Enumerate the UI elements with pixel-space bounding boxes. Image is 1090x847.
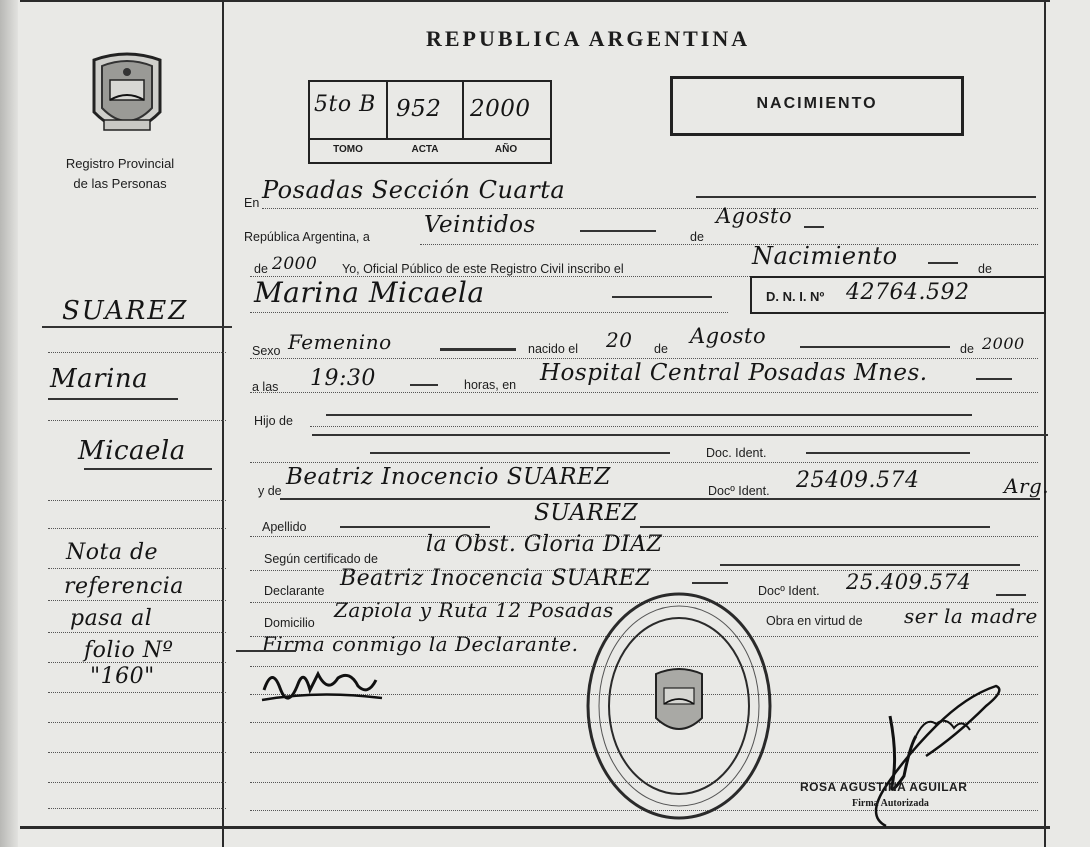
paper-edge [0, 0, 18, 847]
nacido-label: nacido el [528, 342, 579, 356]
row-rule [250, 462, 1038, 463]
alas-label: a las [252, 380, 279, 394]
father-rule-2 [312, 434, 1048, 436]
margin-rule [48, 352, 226, 353]
month-value: Agosto [716, 204, 793, 228]
de5-label: de [960, 342, 974, 356]
certificado-label: Según certificado de [264, 552, 378, 566]
sexo-rule [440, 348, 516, 351]
year-value: 2000 [272, 254, 318, 274]
sexo-value: Femenino [288, 330, 392, 354]
official-signature [846, 676, 1006, 836]
place-end-rule [976, 378, 1012, 380]
acta-cell [388, 82, 464, 138]
mother-rule [280, 498, 1040, 500]
margin-rule [48, 692, 226, 693]
ano-cell [464, 82, 548, 138]
obra-label: Obra en virtud de [766, 614, 863, 628]
margin-rule [48, 662, 226, 663]
margin-note-line5: "160" [90, 664, 155, 689]
margin-rule [48, 600, 226, 601]
dni-value: 42764.592 [846, 280, 970, 305]
declarante-doc: 25.409.574 [846, 570, 972, 594]
firma-lead-rule [236, 650, 296, 652]
birth-place: Hospital Central Posadas Mnes. [540, 360, 928, 386]
margin-rule [48, 752, 226, 753]
birth-year: 2000 [982, 334, 1025, 353]
mother-nationality: Arg. [1004, 474, 1050, 498]
birth-month: Agosto [690, 324, 767, 348]
volume-box [308, 80, 552, 164]
ano-value: 2000 [470, 96, 531, 122]
place-rule [696, 196, 1036, 198]
declarante-rule [692, 582, 728, 584]
de4-label: de [654, 342, 668, 356]
margin-surname-rule [42, 326, 232, 328]
domicilio-value: Zapiola y Ruta 12 Posadas [334, 598, 614, 622]
person-name: Marina Micaela [254, 276, 485, 309]
birth-time: 19:30 [310, 366, 376, 391]
official-name: ROSA AGUSTINA AGUILAR [800, 780, 968, 794]
yo-label: Yo, Oficial Público de este Registro Civil inscribo el [342, 262, 624, 276]
apellido-rule-left [340, 526, 490, 528]
de2-label: de [254, 262, 268, 276]
row-rule [250, 312, 728, 313]
declarante-value: Beatriz Inocencia SUAREZ [340, 566, 652, 591]
margin-note-line1: Nota de [66, 540, 159, 565]
row-rule [262, 208, 1038, 209]
en-label: En [244, 196, 260, 210]
top-border [20, 0, 1050, 2]
place-value: Posadas Sección Cuarta [262, 176, 566, 204]
ano-label: AÑO [494, 144, 518, 155]
hijo-label: Hijo de [254, 414, 293, 428]
margin-name-rule [84, 468, 212, 470]
de-label: de [690, 230, 704, 244]
republica-label: República Argentina, a [244, 230, 370, 244]
declarante-doc-rule [996, 594, 1026, 596]
apellido-rule-right [640, 526, 990, 528]
left-column-divider [222, 0, 224, 847]
obra-value: ser la madre [904, 604, 1038, 628]
tomo-value: 5to B [314, 92, 376, 117]
dni-box [750, 276, 1046, 314]
doc-ident3-label: Docº Ident. [758, 584, 820, 598]
record-type: Nacimiento [752, 242, 898, 270]
act-type: NACIMIENTO [756, 95, 878, 112]
father-rule-3 [370, 452, 670, 454]
row-rule [250, 358, 1038, 359]
mother-name: Beatriz Inocencio SUAREZ [286, 464, 611, 490]
country-title: REPUBLICA ARGENTINA [426, 26, 751, 51]
margin-rule [48, 420, 226, 421]
tomo-label: TOMO [333, 144, 363, 155]
margin-surname: SUAREZ [62, 296, 189, 326]
margin-note-line2: referencia [64, 574, 184, 599]
birth-month-rule [800, 346, 950, 348]
margin-rule [48, 568, 226, 569]
margin-rule [48, 528, 226, 529]
father-rule [326, 414, 972, 416]
acta-label: ACTA [411, 144, 439, 155]
acta-value: 952 [396, 96, 442, 122]
margin-rule [48, 722, 226, 723]
certificado-value: la Obst. Gloria DIAZ [426, 532, 663, 557]
margin-second-name: Micaela [78, 436, 186, 466]
firma-line: Firma conmigo la Declarante. [262, 632, 579, 656]
y-de-label: y de [258, 484, 282, 498]
time-rule [410, 384, 438, 386]
margin-note-line3: pasa al [70, 606, 153, 631]
birth-day: 20 [606, 328, 633, 352]
mother-doc: 25409.574 [796, 468, 920, 493]
margin-rule [48, 782, 226, 783]
registry-name-line1: Registro Provincial [65, 156, 175, 171]
apellido-label: Apellido [262, 520, 307, 534]
horas-label: horas, en [464, 378, 517, 392]
registry-name-line2: de las Personas [73, 176, 167, 191]
de3-label: de [978, 262, 992, 276]
row-rule [310, 426, 1038, 427]
right-border [1044, 0, 1046, 847]
margin-first-name: Marina [50, 364, 149, 394]
certificado-rule [720, 564, 1020, 566]
domicilio-label: Domicilio [264, 616, 315, 630]
day-words: Veintidos [424, 212, 536, 238]
sexo-label: Sexo [252, 344, 281, 358]
month-rule [804, 226, 824, 228]
doc-ident-label: Doc. Ident. [706, 446, 767, 460]
margin-rule [48, 808, 226, 809]
father-doc-rule [806, 452, 970, 454]
declarante-label: Declarante [264, 584, 325, 598]
row-rule [420, 244, 1038, 245]
row-rule [250, 392, 1038, 393]
record-type-rule [928, 262, 958, 264]
doc-ident2-label: Docº Ident. [708, 484, 770, 498]
name-rule [612, 296, 712, 298]
day-rule [580, 230, 656, 232]
tomo-cell [310, 82, 388, 138]
act-type-box [670, 76, 964, 136]
dni-label: D. N. I. Nº [766, 289, 825, 304]
margin-name-rule [48, 398, 178, 400]
margin-rule [48, 632, 226, 633]
provincial-seal-icon [86, 50, 168, 142]
declarant-signature [258, 660, 388, 710]
margin-note-line4: folio Nº [84, 638, 174, 663]
margin-rule [48, 500, 226, 501]
apellido-value: SUAREZ [534, 500, 639, 526]
official-stamp [584, 590, 774, 822]
official-title: Firma Autorizada [852, 798, 929, 809]
volume-box-divider [310, 138, 550, 140]
